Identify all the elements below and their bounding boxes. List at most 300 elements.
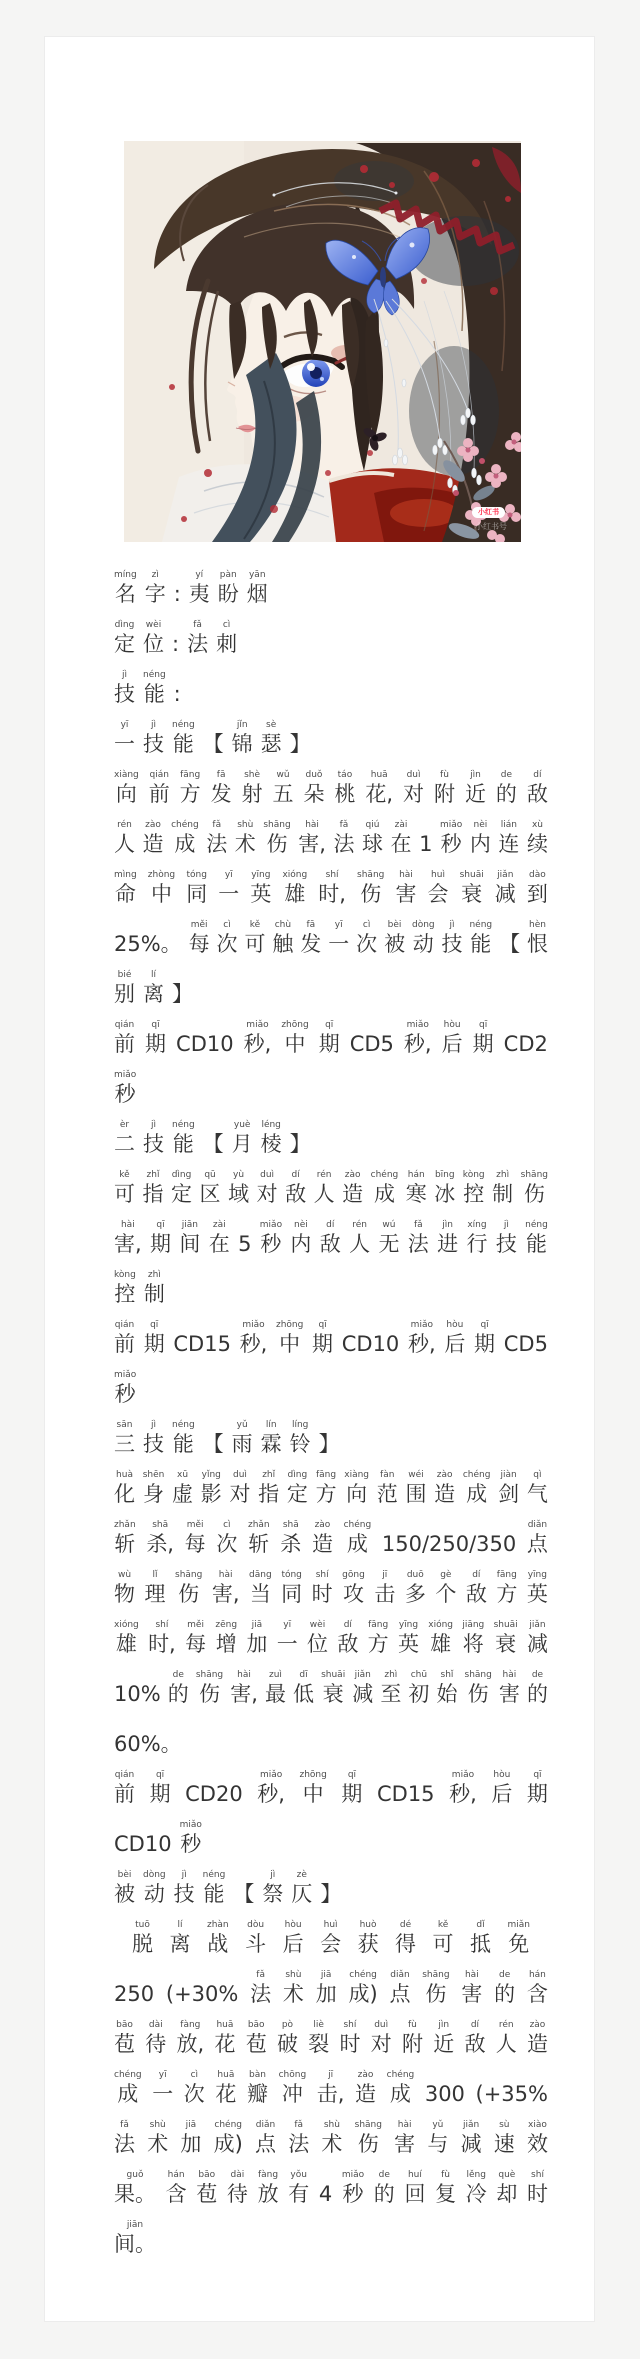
ruby-unit: xíng 行 [466,1220,488,1256]
text-line [114,1419,548,1469]
ruby-unit: guǒ 果。 [114,2170,156,2206]
ruby-unit: : [173,682,181,706]
ruby-unit: duǒ 朵 [303,770,325,806]
ruby-unit: lěng 冷 [465,2170,487,2206]
ruby-unit: néng 能 [172,1120,195,1156]
ruby-unit: dìng 定 [286,1470,308,1506]
ruby-unit: qián 前 [114,1320,135,1356]
text-line [114,1719,548,1769]
ruby-unit: miǎo 秒 [114,1070,137,1106]
ruby-unit: 【 [233,1882,255,1906]
ruby-unit: CD20 [185,1782,243,1806]
ruby-unit: shǐ 始 [436,1670,458,1706]
ruby-unit: léng 棱 [260,1120,282,1156]
ruby-unit: duì 对 [256,1170,278,1206]
ruby-unit: hòu 后 [282,1920,304,1956]
ruby-unit: tuō 脱 [132,1920,153,1956]
ruby-unit: yīng 英 [397,1620,419,1656]
ruby-unit: CD5 [503,1332,548,1356]
ruby-unit: hán 含 [526,1970,548,2006]
ruby-unit: shí 时, [148,1620,176,1656]
ruby-unit: shè 射 [241,770,263,806]
text-line [114,719,548,769]
ruby-unit: hài 害, [114,1220,142,1256]
ruby-unit: qián 前 [114,1020,135,1056]
ruby-unit: 300 [424,2082,465,2106]
text-line [114,1869,548,1919]
ruby-unit: chéng 成 [370,1170,399,1206]
ruby-unit: chéng 成 [343,1520,372,1556]
ruby-unit: cì 刺 [216,620,238,656]
text-line [114,669,548,719]
ruby-unit: miǎo 秒 [440,820,463,856]
ruby-unit: sù 速 [493,2120,515,2156]
ruby-unit: jì 技 [495,1220,517,1256]
ruby-unit: rén 人 [495,2020,517,2056]
ruby-unit: shāng 伤 [263,820,291,856]
ruby-unit: huà 化 [114,1470,135,1506]
ruby-unit: 60%。 [114,1732,182,1756]
ruby-unit: 1 [419,832,433,856]
ruby-unit: jì 技 [143,1420,164,1456]
ruby-unit: huì 会 [427,870,449,906]
text-line [114,1269,548,1319]
ruby-unit: qī 期 [150,1220,172,1256]
ruby-unit: chù 触 [272,920,294,956]
ruby-unit: rén 人 [349,1220,371,1256]
ruby-unit: fā 发 [300,920,322,956]
ruby-unit: 4 [318,2182,333,2206]
ruby-unit: néng 能 [172,720,195,756]
ruby-unit: : [173,582,181,606]
ruby-unit: wǔ 五 [272,770,294,806]
ruby-unit: měi 每 [185,1620,207,1656]
ruby-unit: zì 字 [144,570,166,606]
ruby-unit: jì 技 [143,1120,164,1156]
text-block [114,569,548,2269]
ruby-unit: nèi 内 [469,820,491,856]
ruby-unit: miǎo 秒, [239,1320,268,1356]
ruby-unit: yǔ 与 [427,2120,449,2156]
ruby-unit: CD15 [173,1332,231,1356]
text-line [114,1369,548,1419]
ruby-unit: chéng 成) [348,1970,378,2006]
ruby-unit: dòng 动 [411,920,435,956]
ruby-unit: CD5 [349,1032,394,1056]
ruby-unit: yuè 月 [231,1120,253,1156]
ruby-unit: qī 期 [318,1020,340,1056]
ruby-unit: bīng 冰 [434,1170,456,1206]
ruby-unit: dí 敌 [464,2020,486,2056]
ruby-unit: yī 一 [328,920,350,956]
ruby-unit: CD10 [341,1332,400,1356]
ruby-unit: dìng 定 [114,620,135,656]
ruby-unit: liè 裂 [308,2020,330,2056]
ruby-unit: 5 [238,1232,252,1256]
ruby-unit: de 的 [373,2170,395,2206]
ruby-unit: shí 时 [339,2020,361,2056]
ruby-unit: 】 [172,982,193,1006]
ruby-unit: dài 待 [226,2170,248,2206]
hero-illustration-art [124,141,521,542]
ruby-unit: duō 多 [404,1570,426,1606]
ruby-unit: wèi 位 [307,1620,328,1656]
ruby-unit: néng 能 [172,1420,195,1456]
ruby-unit: dí 敌 [337,1620,359,1656]
ruby-unit: shāng 伤 [195,1670,224,1706]
ruby-unit: kě 可 [244,920,266,956]
ruby-unit: xiào 效 [526,2120,548,2156]
ruby-unit: cì 次 [356,920,378,956]
ruby-unit: zào 造 [526,2020,548,2056]
ruby-unit: 150/250/350 [381,1532,517,1556]
ruby-unit: chéng 成 [171,820,199,856]
ruby-unit: 250 [114,1982,155,2006]
ruby-unit: (+30% [165,1982,239,2006]
ruby-unit: zhì 至 [380,1670,402,1706]
ruby-unit: fǎ 法 [206,820,228,856]
ruby-unit: miǎo 秒, [243,1020,272,1056]
ruby-unit: CD2 [503,1032,548,1056]
content-card [44,36,595,2322]
ruby-unit: xióng 雄 [282,870,308,906]
ruby-unit: jiā 加 [246,1620,268,1656]
ruby-unit: dí 敌 [319,1220,341,1256]
ruby-unit: jī 击 [374,1570,396,1606]
ruby-unit: fāng 方 [496,1570,518,1606]
ruby-unit: miǎo 秒, [403,1020,432,1056]
ruby-unit: wéi 围 [405,1470,427,1506]
ruby-unit: tóng 同 [281,1570,303,1606]
ruby-unit: lián 连 [498,820,520,856]
ruby-unit: hài 害, [298,820,326,856]
ruby-unit: huì 会 [320,1920,342,1956]
ruby-unit: shí 时 [311,1570,333,1606]
ruby-unit: 25%。 [114,932,182,956]
ruby-unit: hài 害 [461,1970,483,2006]
text-line [114,1319,548,1369]
ruby-unit: 】 [318,1432,340,1456]
ruby-unit: chéng 成 [386,2070,415,2106]
ruby-unit: dǐ 抵 [470,1920,492,1956]
ruby-unit: shā 杀 [280,1520,302,1556]
ruby-unit: xióng 雄 [114,1620,139,1656]
ruby-unit: dí 敌 [465,1570,487,1606]
ruby-unit: xū 虚 [172,1470,194,1506]
ruby-unit: chéng 成 [462,1470,491,1506]
ruby-unit: huí 回 [404,2170,426,2206]
ruby-unit: yān 烟 [246,570,268,606]
ruby-unit: miǎo 秒, [257,1770,285,1806]
ruby-unit: zào 造 [355,2070,377,2106]
ruby-unit: fǎ 法 [187,620,209,656]
ruby-unit: qián 前 [148,770,170,806]
ruby-unit: měi 每 [188,920,210,956]
ruby-unit: bàn 瓣 [246,2070,268,2106]
ruby-unit: zhōng 中 [299,1770,327,1806]
ruby-unit: miǎn 免 [507,1920,530,1956]
ruby-unit: dào 到 [526,870,548,906]
ruby-unit: xióng 雄 [428,1620,453,1656]
ruby-unit: huā 花 [214,2020,236,2056]
ruby-unit: dài 待 [145,2020,167,2056]
ruby-unit: CD10 [114,1832,172,1856]
text-line [114,1919,548,1969]
ruby-unit: zhàn 战 [206,1920,229,1956]
text-line [114,1119,548,1169]
ruby-unit: shuāi 衰 [493,1620,518,1656]
ruby-unit: tóng 同 [186,870,208,906]
ruby-unit: zào 造 [434,1470,456,1506]
ruby-unit: shāng 伤 [520,1170,548,1206]
text-line [114,1069,548,1119]
ruby-unit: kě 可 [432,1920,454,1956]
ruby-unit: fǎ 法 [333,820,355,856]
ruby-unit: jiā 加 [315,1970,337,2006]
ruby-unit: fǎ 法 [114,2120,135,2156]
ruby-unit: shāng 伤 [422,1970,450,2006]
ruby-unit: jì 技 [114,670,135,706]
text-line [114,1219,548,1269]
ruby-unit: zào 造 [311,1520,333,1556]
ruby-unit: dìng 定 [171,1170,193,1206]
ruby-unit: néng 能 [143,670,166,706]
ruby-unit: jìn 近 [464,770,486,806]
ruby-unit: yī 一 [218,870,240,906]
ruby-unit: shuāi 衰 [459,870,484,906]
ruby-unit: huā 花, [365,770,394,806]
ruby-unit: diǎn 点 [526,1520,548,1556]
ruby-unit: shù 术 [282,1970,304,2006]
ruby-unit: zhǐ 指 [258,1470,280,1506]
ruby-unit: jǐn 锦 [231,720,253,756]
ruby-unit: míng 名 [114,570,137,606]
ruby-unit: nèi 内 [290,1220,312,1256]
ruby-unit: bié 别 [114,970,135,1006]
ruby-unit: zhì 制 [492,1170,514,1206]
ruby-unit: jì 技 [441,920,463,956]
ruby-unit: bèi 被 [384,920,406,956]
ruby-unit: de 的 [526,1670,548,1706]
ruby-unit: néng 能 [469,920,493,956]
ruby-unit: pàn 盼 [217,570,239,606]
text-line [114,1669,548,1719]
ruby-unit: dí 敌 [526,770,548,806]
ruby-unit: fàn 范 [376,1470,398,1506]
ruby-unit: 【 [202,1432,224,1456]
ruby-unit: miǎo 秒, [449,1770,477,1806]
ruby-unit: néng 能 [525,1220,548,1256]
ruby-unit: shāng 伤 [175,1570,203,1606]
ruby-unit: kòng 控 [114,1270,136,1306]
ruby-unit: wèi 位 [143,620,164,656]
watermark-badge-label: 小红书 [478,508,499,516]
ruby-unit: yīng 英 [250,870,272,906]
ruby-unit: zhōng 中 [276,1320,304,1356]
ruby-unit: cì 次 [216,920,238,956]
ruby-unit: jiā 加 [180,2120,202,2156]
ruby-unit: de 的 [167,1670,189,1706]
ruby-unit: jiǎn 减 [460,2120,482,2156]
ruby-unit: chéng 成 [114,2070,142,2106]
ruby-unit: xiàng 向 [344,1470,370,1506]
ruby-unit: qī 期 [149,1770,171,1806]
ruby-unit: miǎo 秒 [179,1820,202,1856]
ruby-unit: 】 [289,1132,311,1156]
ruby-unit: de 的 [495,770,517,806]
text-line [114,2169,548,2219]
ruby-unit: CD15 [376,1782,435,1806]
ruby-unit: què 却 [496,2170,518,2206]
watermark-id: 小红书号 [475,522,507,531]
ruby-unit: zài 在 [390,820,412,856]
ruby-unit: zhì 制 [143,1270,165,1306]
ruby-unit: zhǎn 斩 [247,1520,270,1556]
ruby-unit: qī 期 [474,1320,496,1356]
ruby-unit: chōng 冲 [278,2070,307,2106]
text-line [114,1819,548,1869]
ruby-unit: qiú 球 [362,820,383,856]
ruby-unit: shēn 身 [142,1470,165,1506]
ruby-unit: diǎn 点 [389,1970,411,2006]
ruby-unit: hài 害, [211,1570,240,1606]
ruby-unit: 【 [202,732,224,756]
ruby-unit: cì 次 [183,2070,205,2106]
ruby-unit: shāng 伤 [354,2120,382,2156]
ruby-unit: miǎo 秒 [341,2170,365,2206]
ruby-unit: jiàn 剑 [498,1470,520,1506]
ruby-unit: táo 桃 [334,770,356,806]
ruby-unit: jiǎn 减 [494,870,516,906]
ruby-unit: shù 术 [147,2120,169,2156]
ruby-unit: huò 获 [357,1920,379,1956]
text-line [114,869,548,919]
ruby-unit: qī 期 [312,1320,334,1356]
ruby-unit: 】 [289,732,311,756]
ruby-unit: shù 术 [234,820,256,856]
ruby-unit: qī 期 [526,1770,548,1806]
text-line [114,2219,548,2269]
ruby-unit: mìng 命 [114,870,137,906]
ruby-unit: rén 人 [114,820,135,856]
ruby-unit: de 的 [494,1970,516,2006]
ruby-unit: qì 气 [526,1470,548,1506]
ruby-unit: zhòng 中 [147,870,176,906]
ruby-unit: shuāi 衰 [321,1670,346,1706]
text-line [114,1769,548,1819]
ruby-unit: hòu 后 [491,1770,513,1806]
ruby-unit: gōng 攻 [342,1570,365,1606]
text-line [114,969,548,1019]
ruby-unit: sè 瑟 [260,720,282,756]
ruby-unit: xiàng 向 [114,770,139,806]
ruby-unit: qī 期 [341,1770,363,1806]
ruby-unit: kòng 控 [462,1170,485,1206]
ruby-unit: 10% [114,1682,161,1706]
ruby-unit: kě 可 [114,1170,135,1206]
ruby-unit: zhǐ 指 [142,1170,164,1206]
ruby-unit: yīng 英 [526,1570,548,1606]
ruby-unit: qī 期 [472,1020,494,1056]
ruby-unit: fāng 方 [367,1620,389,1656]
ruby-unit: sān 三 [114,1420,135,1456]
ruby-unit: chū 初 [408,1670,430,1706]
ruby-unit: shā 杀, [146,1520,174,1556]
ruby-unit: : [172,632,180,656]
ruby-unit: bāo 苞 [114,2020,135,2056]
hero-illustration [124,141,521,542]
ruby-unit: zào 造 [342,1170,364,1206]
ruby-unit: 【 [202,1132,224,1156]
ruby-unit: jì 技 [143,720,164,756]
ruby-unit: yī 一 [114,720,135,756]
ruby-unit: xù 续 [526,820,548,856]
ruby-unit: qū 区 [199,1170,221,1206]
text-line [114,1469,548,1519]
ruby-unit: jìn 近 [433,2020,455,2056]
text-line [114,569,548,619]
ruby-unit: fǎ 法 [407,1220,429,1256]
text-line [114,919,548,969]
ruby-unit: qián 前 [114,1770,135,1806]
ruby-unit: yǔ 雨 [231,1420,253,1456]
ruby-unit: diǎn 点 [255,2120,277,2156]
text-line [114,1519,548,1569]
ruby-unit: jiǎn 减 [527,1620,548,1656]
ruby-unit: pò 破 [276,2020,298,2056]
ruby-unit: hèn 恨 [526,920,548,956]
ruby-unit: yī 一 [152,2070,174,2106]
ruby-unit: fù 复 [435,2170,457,2206]
ruby-unit: jì 祭 [262,1870,284,1906]
ruby-unit: fāng 方 [315,1470,337,1506]
ruby-unit: hài 害, [230,1670,258,1706]
ruby-unit: hán 寒 [405,1170,427,1206]
ruby-unit: zài 在 [208,1220,230,1256]
ruby-unit: wù 物 [114,1570,135,1606]
ruby-unit: jìn 进 [437,1220,459,1256]
ruby-unit: hòu 后 [441,1020,463,1056]
text-line [114,1569,548,1619]
text-line [114,1019,548,1069]
ruby-unit: fǎ 法 [250,1970,272,2006]
text-line [114,1619,548,1669]
ruby-unit: hài 害 [498,1670,520,1706]
ruby-unit: shāng 伤 [464,1670,492,1706]
ruby-unit: lí 离 [143,970,164,1006]
text-line [114,619,548,669]
ruby-unit: gè 个 [435,1570,457,1606]
ruby-unit: (+35% [475,2082,548,2106]
ruby-unit: duì 对 [370,2020,392,2056]
ruby-unit: cì 次 [216,1520,238,1556]
ruby-unit: jiān 间。 [114,2220,156,2256]
ruby-unit: shāng 伤 [357,870,385,906]
ruby-unit: yí 夷 [188,570,210,606]
ruby-unit: dòng 动 [143,1870,166,1906]
ruby-unit: shí 时, [318,870,346,906]
ruby-unit: dé 得 [395,1920,417,1956]
ruby-unit: bāo 苞 [245,2020,267,2056]
watermark-badge [472,507,505,518]
ruby-unit: hòu 后 [444,1320,466,1356]
ruby-unit: èr 二 [114,1120,135,1156]
ruby-unit: huā 花 [215,2070,237,2106]
ruby-unit: duì 对 [403,770,425,806]
ruby-unit: yī 一 [276,1620,298,1656]
ruby-unit: fàng 放, [176,2020,205,2056]
ruby-unit: yǐng 影 [200,1470,222,1506]
